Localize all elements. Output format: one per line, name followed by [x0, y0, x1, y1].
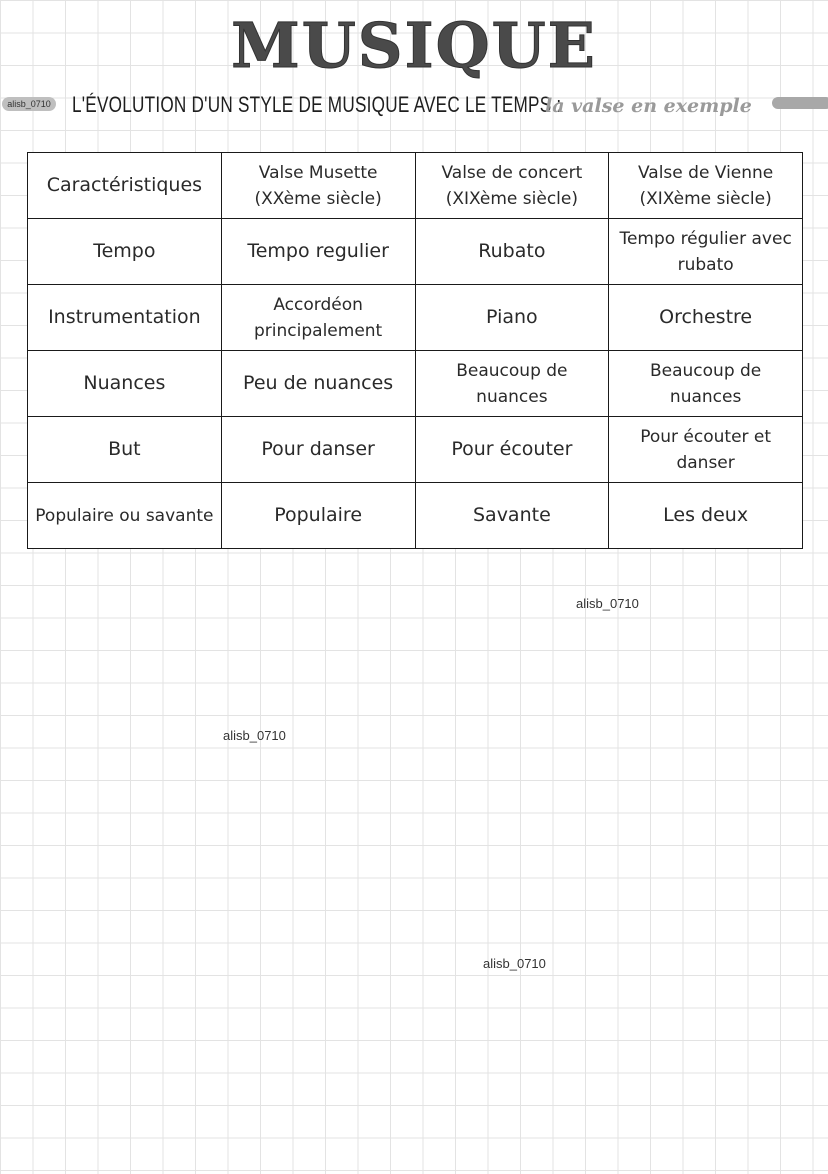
header-cell: Caractéristiques — [28, 153, 222, 219]
header-cell: Valse de Vienne (XIXème siècle) — [609, 153, 803, 219]
table-cell: Tempo régulier avec rubato — [609, 219, 803, 285]
decorative-bar — [772, 97, 828, 109]
table-row — [28, 351, 803, 417]
watermark: alisb_0710 — [576, 596, 639, 611]
watermark: alisb_0710 — [483, 956, 546, 971]
table-cell: Beaucoup de nuances — [415, 351, 609, 417]
table-cell: Peu de nuances — [221, 351, 415, 417]
author-tag: alisb_0710 — [2, 97, 56, 111]
table-cell: Rubato — [415, 219, 609, 285]
header-cell: Valse de concert (XIXème siècle) — [415, 153, 609, 219]
table-cell: Accordéon principalement — [221, 285, 415, 351]
table-cell: Pour écouter et danser — [609, 417, 803, 483]
table-row — [28, 417, 803, 483]
table-cell: But — [28, 417, 222, 483]
table-cell: Tempo regulier — [221, 219, 415, 285]
table-header-row — [28, 153, 803, 219]
page-title: MUSIQUE — [231, 9, 597, 82]
table-row — [28, 483, 803, 549]
watermark: alisb_0710 — [223, 728, 286, 743]
table-cell: Pour écouter — [415, 417, 609, 483]
comparison-table-wrapper — [27, 152, 803, 549]
subtitle-example: la valse en exemple — [545, 95, 752, 117]
table-cell: Savante — [415, 483, 609, 549]
table-row — [28, 285, 803, 351]
table-cell: Les deux — [609, 483, 803, 549]
table-cell: Tempo — [28, 219, 222, 285]
table-cell: Populaire — [221, 483, 415, 549]
comparison-table — [27, 152, 803, 549]
table-cell: Orchestre — [609, 285, 803, 351]
table-cell: Nuances — [28, 351, 222, 417]
table-row — [28, 219, 803, 285]
table-cell: Beaucoup de nuances — [609, 351, 803, 417]
subtitle: L'ÉVOLUTION D'UN STYLE DE MUSIQUE AVEC LE TEMPS : — [72, 92, 562, 117]
table-cell: Populaire ou savante — [28, 483, 222, 549]
table-cell: Pour danser — [221, 417, 415, 483]
subtitle-row — [0, 86, 828, 124]
header-cell: Valse Musette (XXème siècle) — [221, 153, 415, 219]
table-cell: Piano — [415, 285, 609, 351]
table-cell: Instrumentation — [28, 285, 222, 351]
